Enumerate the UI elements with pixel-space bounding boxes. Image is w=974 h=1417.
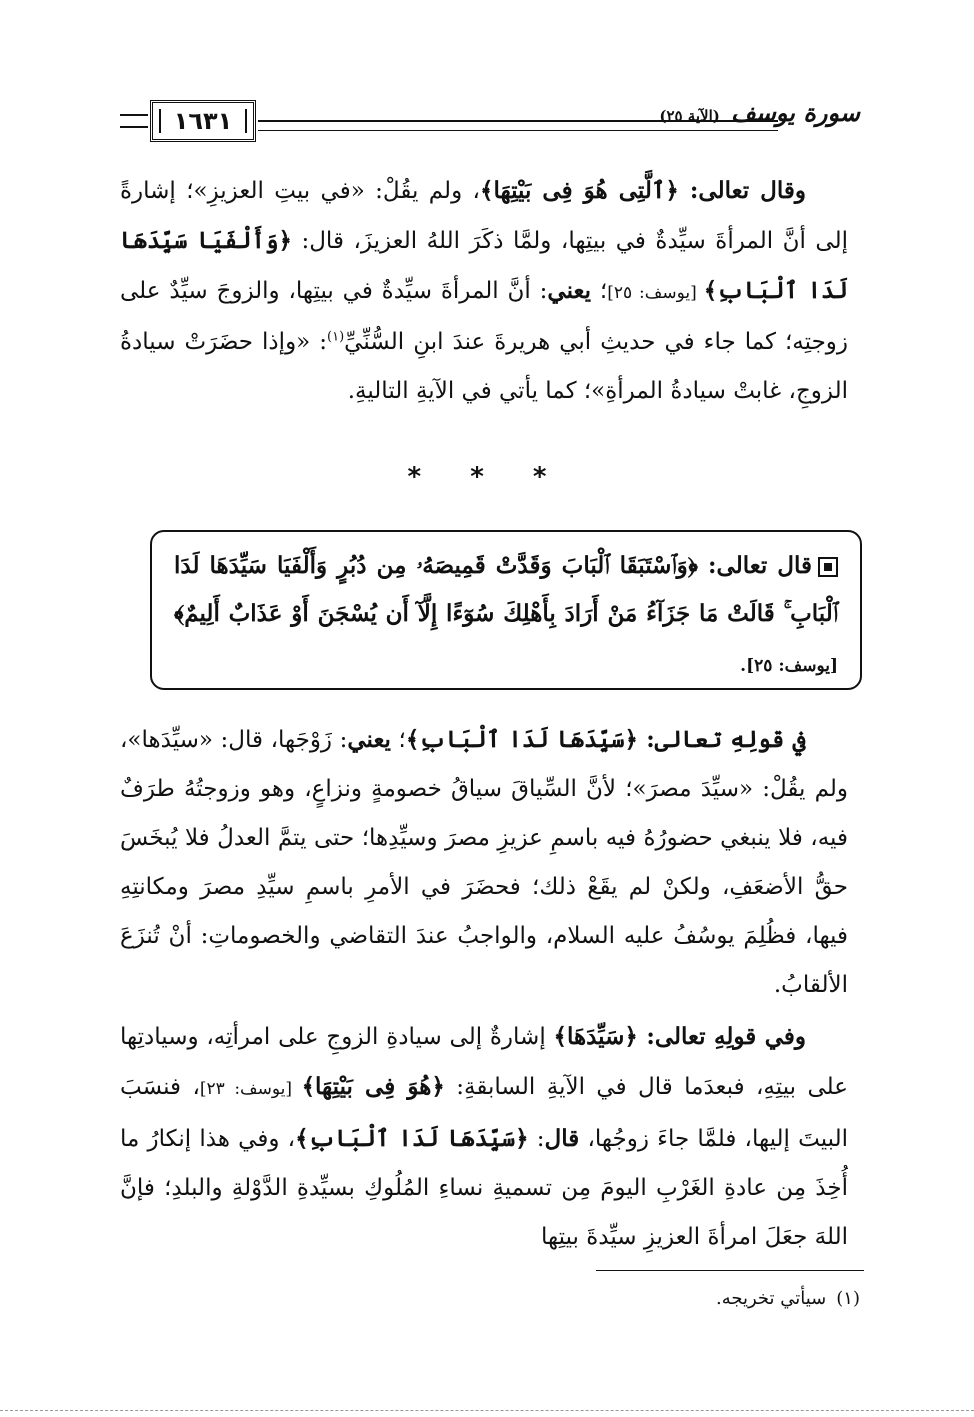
surah-name: سورة يوسف [730, 98, 860, 127]
page-header [120, 96, 860, 150]
text-run: ، ولم يقُلْ: «في بيتِ العزيزِ»؛ إشارةً إلى أنَّ المرأةَ سيِّدةٌ في بيتِها، ولمَّا ذكَرَ اللهُ العزيزَ، قال: [120, 178, 849, 254]
paragraph-3 [120, 1012, 848, 1262]
header-rule [120, 126, 148, 128]
intro-phrase: وفي قولِهِ تعالى: [637, 1023, 806, 1050]
page-number: ١٦٣١ [150, 100, 256, 142]
intro-phrase: في قولِهِ تعالى: [637, 726, 806, 753]
footnote-number: (١) [836, 1288, 860, 1309]
verse-reference: (الآية ٢٥) [659, 107, 720, 125]
text-run: إشارةٌ إلى سيادةِ الزوجِ على امرأتِه، وسيادتِها على بيتِهِ، فبعدَما قال في الآيةِ السابقةِ: [120, 1024, 848, 1100]
text-run: ؛ [591, 278, 608, 304]
quran-quote: ﴿وَأَلْفَيَا سَيِّدَهَا لَدَا ٱلْبَابِ﴾ [120, 227, 849, 304]
verse-citation: [يوسف: ٢٥] [607, 283, 704, 303]
text-run: : [528, 1126, 545, 1152]
verse-box [150, 530, 862, 690]
footnote-marker[interactable]: (١) [327, 329, 345, 345]
paragraph-2 [120, 715, 848, 1010]
header-rule [120, 114, 148, 116]
ornament-icon [818, 557, 838, 577]
running-head [659, 98, 860, 127]
intro-phrase: وقال تعالى: [678, 177, 806, 204]
text-run: ؛ [390, 727, 406, 753]
text-run: ، وفي هذا إنكارُ ما أُخِذَ مِن عادةِ الغَرْبِ اليومَ مِن تسميةِ نساءِ المُلُوكِ بسيِّدةِ الدَّوْلةِ والبلدِ؛ فإنَّ اللهَ جعَلَ امرأةَ العزيزِ سيِّدةَ بيتِها [120, 1126, 848, 1250]
section-separator: * * * [407, 462, 567, 492]
text-run: : «وإذا حضَرَتْ سيادةُ الزوجِ، غابتْ سيادةُ المرأةِ»؛ كما يأتي في الآيةِ التاليةِ. [120, 329, 848, 404]
keyword: يعني [347, 726, 391, 753]
footnote-text: سيأتي تخريجه. [715, 1288, 827, 1309]
footnote [120, 1284, 860, 1314]
scan-edge [0, 1410, 974, 1411]
keyword: قال [544, 1125, 580, 1152]
verse-citation: [يوسف: ٢٥]. [740, 656, 838, 676]
paragraph-1 [120, 166, 848, 416]
verse-label: قال تعالى: [697, 552, 812, 579]
quran-quote: ﴿سَيِّدَهَا﴾ [553, 1023, 638, 1050]
text-run: : أنَّ المرأةَ سيِّدةٌ في بيتِها، والزوجَ سيِّدٌ على زوجتِه؛ كما جاء في حديثِ أبي هريرةَ عندَ ابنِ السُّنِّيِّ [120, 278, 848, 355]
quran-quote: ﴿سَيِّدَهَا لَدَا ٱلْبَابِ﴾ [295, 1125, 529, 1152]
keyword: يعني [547, 277, 592, 304]
text-run: : زَوْجَها، قال: «سيِّدَها»، ولم يقُلْ: «سيِّدَ مصرَ»؛ لأنَّ السِّياقَ سياقُ خصومةٍ ونزاعٍ، وهو وزوجتُهُ طرَفٌ فيه، فلا ينبغي حضورُهُ فيه باسمِ عزيزِ مصرَ وسيِّدِها؛ حتى يتمَّ العدلُ فلا يُبخَسَ حقُّ الأضعَفِ، ولكنْ لم يقَعْ ذلك؛ فحضَرَ في الأمرِ باسمِ سيِّدِ مصرَ ومكانتِهِ فيها، فظُلِمَ يوسُفُ عليه السلام، والواجبُ عندَ التقاضي والخصوماتِ: أنْ تُنزَعَ الألقابُ. [120, 727, 848, 998]
quran-quote: ﴿ٱلَّتِى هُوَ فِى بَيْتِهَا﴾ [479, 177, 679, 204]
quran-quote: ﴿سَيِّدَهَا لَدَا ٱلْبَابِ﴾ [405, 726, 638, 753]
text-run: ، فنسَبَ البيتَ إليها، فلمَّا جاءَ زوجُها، [120, 1074, 849, 1152]
verse-citation: [يوسف: ٢٣] [199, 1079, 302, 1099]
quran-quote: ﴿هُوَ فِى بَيْتِهَا﴾ [301, 1073, 445, 1100]
header-rule [258, 130, 778, 131]
footnote-divider [596, 1270, 864, 1271]
quran-verse: ﴿وَٱسْتَبَقَا ٱلْبَابَ وَقَدَّتْ قَمِيصَهُۥ مِن دُبُرٍ وَأَلْفَيَا سَيِّدَهَا لَدَا ٱلْبَابِ ۚ قَالَتْ مَا جَزَآءُ مَنْ أَرَادَ بِأَهْلِكَ سُوٓءًا إِلَّآ أَن يُسْجَنَ أَوْ عَذَابٌ أَلِيمٌ﴾ [174, 552, 838, 627]
